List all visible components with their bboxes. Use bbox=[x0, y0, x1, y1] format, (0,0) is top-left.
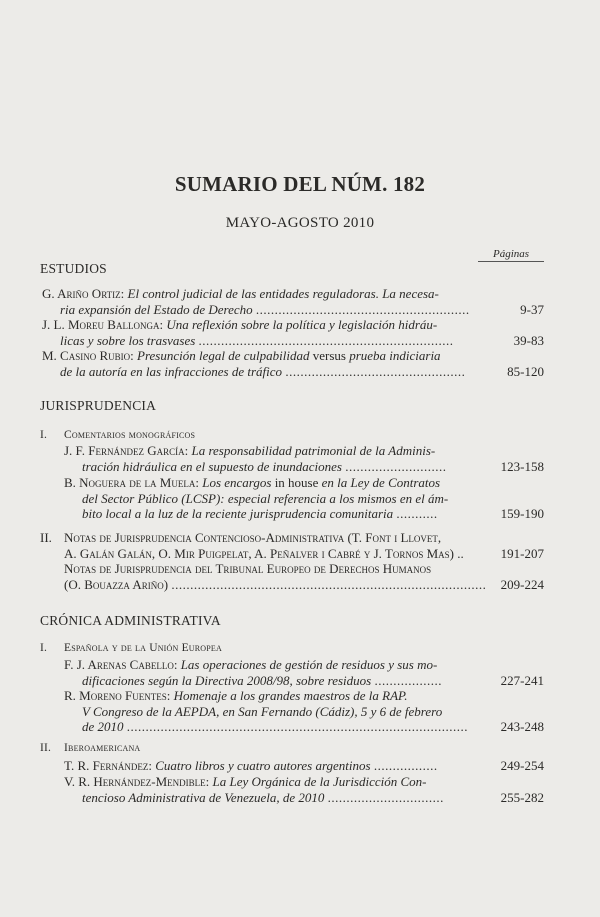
subsection-number: I. bbox=[40, 642, 48, 654]
toc-entry: M. Casino Rubio: Presunción legal de culpabilidad versus prueba indiciaria de la autoría en las infracciones de tráfico ................................................ 85-120 bbox=[42, 348, 544, 379]
entry-pages: 227-241 bbox=[500, 672, 544, 688]
toc-entry: Notas de Jurisprudencia del Tribunal Europeo de Derechos Humanos (O. Bouazza Ariño) .................................................................................... 209-224 bbox=[64, 561, 544, 592]
entry-title: Una reflexión sobre la política y legislación hidráu- bbox=[166, 317, 438, 332]
entry-pages: 243-248 bbox=[500, 719, 544, 734]
entry-author: G. Ariño Ortiz: bbox=[42, 286, 125, 301]
page-title: SUMARIO DEL NÚM. 182 bbox=[174, 172, 426, 196]
entry-pages: 249-254 bbox=[500, 758, 544, 773]
entry-author: B. Noguera de la Muela: bbox=[64, 475, 199, 490]
entry-author: J. F. Fernández García: bbox=[64, 443, 189, 458]
entry-title-roman: in house bbox=[274, 475, 319, 490]
section-jurisprudencia-heading: JURISPRUDENCIA bbox=[40, 398, 157, 413]
entry-title: en la Ley de Contratos bbox=[321, 475, 441, 490]
subsection-heading bbox=[40, 642, 222, 654]
entry-title: Notas de Jurisprudencia del Tribunal Europeo de Derechos Humanos bbox=[64, 561, 432, 576]
entry-title-cont: bito local a la luz de la reciente jurisprudencia comunitaria bbox=[82, 506, 394, 521]
entry-title-cont: (O. Bouazza Ariño) bbox=[64, 576, 169, 592]
entry-title: Los encargos bbox=[202, 475, 272, 490]
entry-title-cont: de 2010 bbox=[82, 719, 124, 734]
entry-title: Cuatro libros y cuatro autores argentinos bbox=[155, 758, 371, 773]
entry-title: prueba indiciaria bbox=[349, 348, 441, 363]
entry-title-cont: del Sector Público (LCSP): especial referencia a los mismos en el ám- bbox=[82, 490, 449, 506]
toc-entry: J. F. Fernández García: La responsabilidad patrimonial de la Adminis- tración hidráulica en el supuesto de inundaciones ........................... 123-158 bbox=[64, 443, 544, 474]
toc-entry bbox=[40, 530, 544, 561]
entry-author: V. R. Hernández-Mendible: bbox=[64, 774, 210, 789]
entry-pages: 123-158 bbox=[500, 458, 544, 474]
toc-entry: V. R. Hernández-Mendible: La Ley Orgánica de la Jurisdicción Con- tencioso Administrativa de Venezuela, de 2010 ............................... 255-282 bbox=[64, 774, 544, 805]
entry-title-roman: versus bbox=[312, 348, 346, 363]
entry-author: R. Moreno Fuentes: bbox=[64, 688, 171, 703]
subsection-label: Comentarios monográficos bbox=[64, 429, 196, 441]
entry-pages: 191-207 bbox=[500, 545, 544, 561]
entry-title-cont: licas y sobre los trasvases bbox=[60, 332, 196, 348]
toc-entry: J. L. Moreu Ballonga: Una reflexión sobre la política y legislación hidráu- licas y sobre los trasvases .................................................................... 39-83 bbox=[42, 317, 544, 348]
entry-pages: 39-83 bbox=[513, 332, 544, 348]
subsection-heading bbox=[40, 429, 195, 441]
toc-entry: F. J. Arenas Cabello: Las operaciones de gestión de residuos y sus mo- dificaciones según la Directiva 2008/98, sobre residuos .................. 227-241 bbox=[64, 657, 544, 688]
toc-entry: B. Noguera de la Muela: Los encargos in house en la Ley de Contratos del Sector Público (LCSP): especial referencia a los mismos en el ám- bito local a la luz de la reciente jurisprudencia comunitaria ........... 159-190 bbox=[64, 475, 544, 521]
entry-title: Las operaciones de gestión de residuos y sus mo- bbox=[180, 657, 438, 672]
entry-title: Presunción legal de culpabilidad bbox=[137, 348, 310, 363]
entry-pages: 9-37 bbox=[520, 301, 544, 317]
entry-title-cont: tencioso Administrativa de Venezuela, de 2010 bbox=[82, 789, 325, 805]
entry-author: F. J. Arenas Cabello: bbox=[64, 657, 178, 672]
entry-title-cont: A. Galán Galán, O. Mir Puigpelat, A. Peñalver i Cabré y J. Tornos Mas) .. bbox=[64, 545, 464, 561]
section-estudios-heading: ESTUDIOS bbox=[40, 261, 107, 276]
subsection-label: Iberoamericana bbox=[64, 742, 141, 754]
entry-title-cont: V Congreso de la AEPDA, en San Fernando (Cádiz), 5 y 6 de febrero bbox=[82, 703, 443, 719]
entry-pages: 159-190 bbox=[500, 506, 544, 521]
entry-title: La Ley Orgánica de la Jurisdicción Con- bbox=[212, 774, 427, 789]
entry-pages: 85-120 bbox=[507, 363, 544, 379]
entry-pages: 209-224 bbox=[500, 576, 544, 592]
entry-title: La responsabilidad patrimonial de la Adminis- bbox=[191, 443, 436, 458]
subsection-number: I. bbox=[40, 429, 48, 441]
toc-entry: R. Moreno Fuentes: Homenaje a los grandes maestros de la RAP. V Congreso de la AEPDA, en San Fernando (Cádiz), 5 y 6 de febrero de 2010 ........................................................................................... 243-248 bbox=[64, 688, 544, 734]
subsection-label: Española y de la Unión Europea bbox=[64, 642, 222, 654]
toc-entry: T. R. Fernández: Cuatro libros y cuatro autores argentinos ................. 249-254 bbox=[64, 758, 544, 773]
entry-title: Homenaje a los grandes maestros de la RAP. bbox=[173, 688, 408, 703]
entry-title-cont: tración hidráulica en el supuesto de inundaciones bbox=[82, 458, 342, 474]
entry-pages: 255-282 bbox=[500, 789, 544, 805]
section-cronica-heading: CRÓNICA ADMINISTRATIVA bbox=[40, 613, 221, 628]
entry-title-cont: de la autoría en las infracciones de tráfico bbox=[60, 363, 283, 379]
entry-title: El control judicial de las entidades reguladoras. La necesa- bbox=[127, 286, 439, 301]
issue-date: MAYO-AGOSTO 2010 bbox=[225, 215, 375, 231]
subsection-number: II. bbox=[40, 530, 52, 545]
entry-title-cont: ria expansión del Estado de Derecho bbox=[60, 301, 253, 317]
entry-author: J. L. Moreu Ballonga: bbox=[42, 317, 164, 332]
entry-author: M. Casino Rubio: bbox=[42, 348, 134, 363]
subsection-number: II. bbox=[40, 742, 52, 754]
entry-title-cont: dificaciones según la Directiva 2008/98, sobre residuos bbox=[82, 672, 372, 688]
pages-column-header: Páginas bbox=[478, 248, 544, 262]
subsection-heading bbox=[40, 742, 140, 754]
entry-title: Notas de Jurisprudencia Contencioso-Administrativa (T. Font i Llovet, bbox=[64, 530, 442, 545]
toc-entry: G. Ariño Ortiz: El control judicial de las entidades reguladoras. La necesa- ria expansión del Estado de Derecho ......................................................... 9-37 bbox=[42, 286, 544, 317]
entry-author: T. R. Fernández: bbox=[64, 758, 152, 773]
